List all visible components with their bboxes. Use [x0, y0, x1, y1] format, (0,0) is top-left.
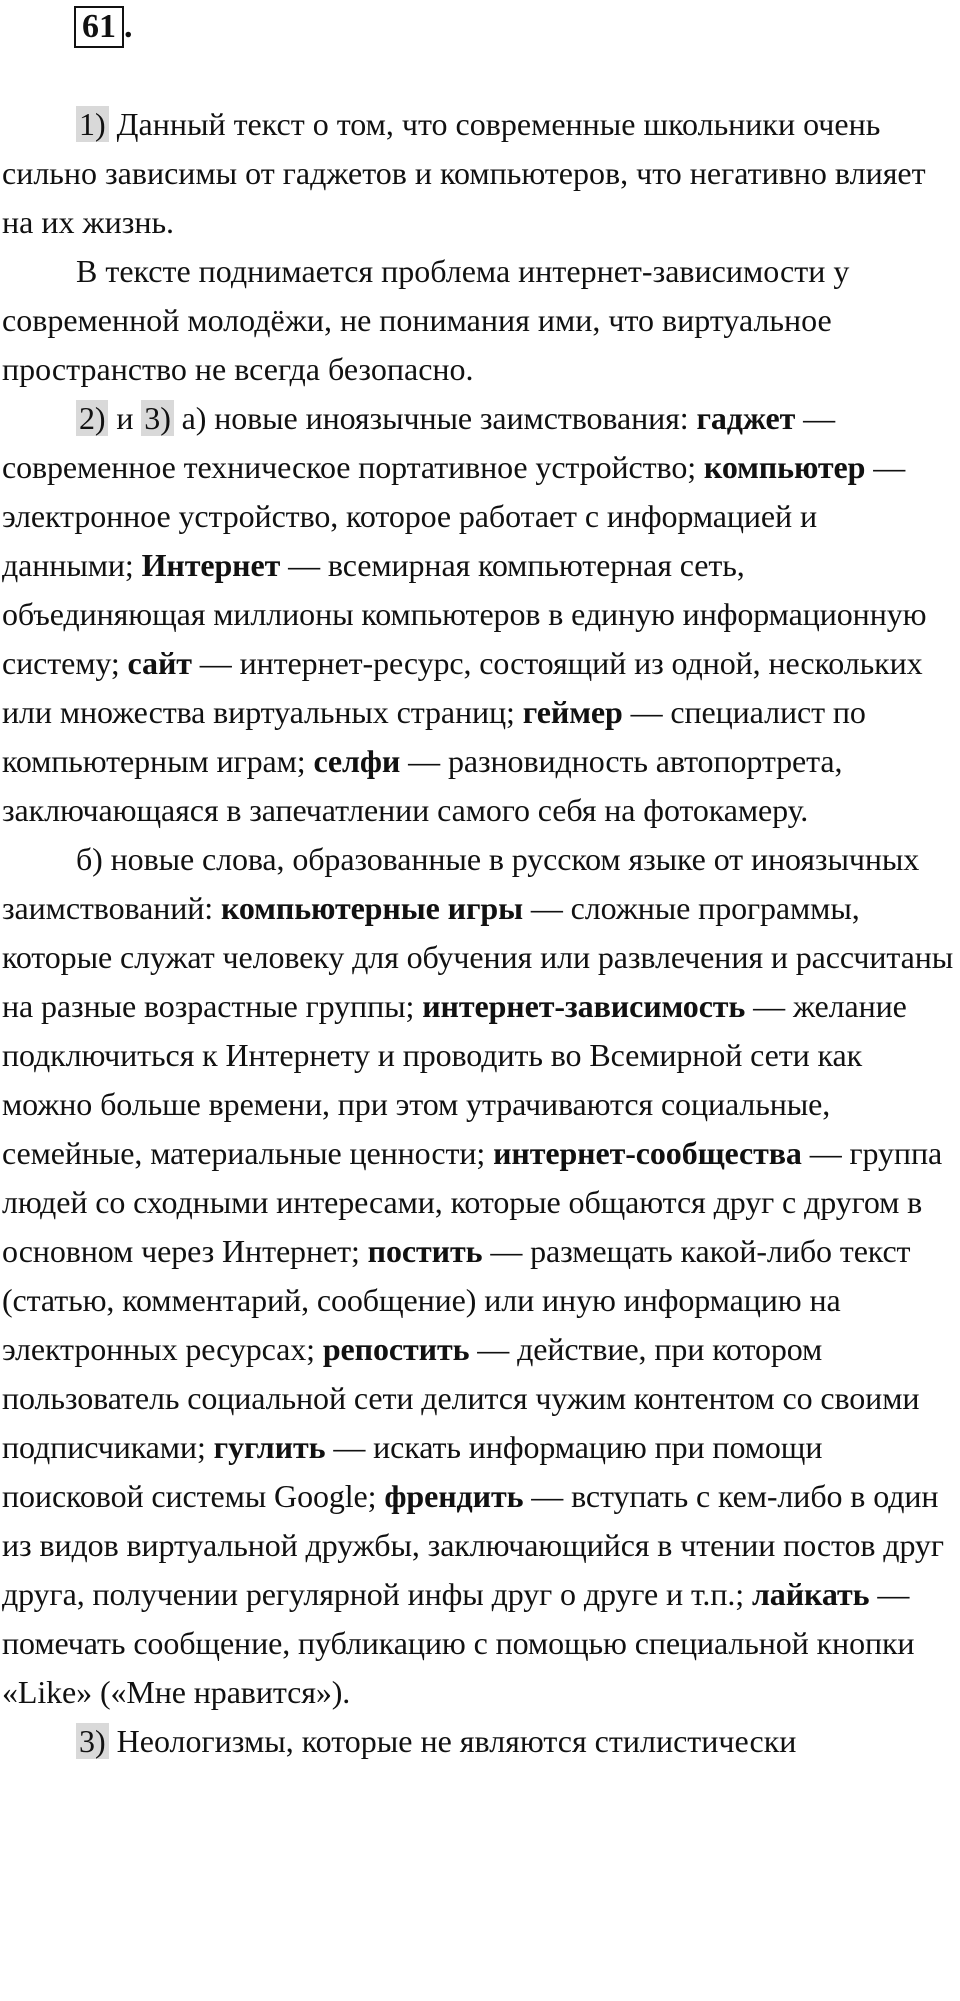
- term-computer-games: компьютерные игры: [220, 890, 523, 926]
- paragraph-5: [2, 1717, 954, 1766]
- def-computer: — электронное устройство, которое работает с информацией и данными;: [2, 449, 906, 583]
- def-friend: — вступать с кем-либо в один из видов виртуальной дружбы, заключающийся в чтении постов друг друга, получении регулярной инфы друг о друге и т.п.;: [2, 1478, 944, 1612]
- def-repost: — действие, при котором пользователь социальной сети делится чужим контентом со своими подписчиками;: [2, 1331, 920, 1465]
- answer-text: [2, 100, 954, 1766]
- def-computer-games: — сложные программы, которые служат человеку для обучения или развлечения и рассчитаны на разные возрастные группы;: [2, 890, 954, 1024]
- paragraph-2-text: В тексте поднимается проблема интернет-зависимости у современной молодёжи, не понимания ими, что виртуальное пространство не всегда безопасно.: [2, 253, 850, 387]
- paragraph-3-intro: а) новые иноязычные заимствования:: [173, 400, 697, 436]
- term-gadget: гаджет: [696, 400, 796, 436]
- def-internet-addiction: — желание подключиться к Интернету и проводить во Всемирной сети как можно больше времени, при этом утрачиваются социальные, семейные, материальные ценности;: [2, 988, 907, 1171]
- def-internet: — всемирная компьютерная сеть, объединяющая миллионы компьютеров в единую информационную систему;: [2, 547, 927, 681]
- exercise-number-dot: .: [124, 8, 133, 45]
- item-label-2: 2): [76, 400, 108, 436]
- term-repost: репостить: [322, 1331, 470, 1367]
- def-gamer: — специалист по компьютерным играм;: [2, 694, 866, 779]
- paragraph-1: [2, 100, 954, 247]
- item-label-3: 3): [141, 400, 173, 436]
- def-google: — искать информацию при помощи поисковой системы Google;: [2, 1429, 823, 1514]
- paragraph-3: [2, 394, 954, 835]
- def-site: — интернет-ресурс, состоящий из одной, нескольких или множества виртуальных страниц;: [2, 645, 923, 730]
- term-internet-addiction: интернет-зависимость: [422, 988, 746, 1024]
- term-post: постить: [367, 1233, 483, 1269]
- item-label-3b: 3): [76, 1723, 109, 1759]
- term-internet-communities: интернет-сообщества: [493, 1135, 802, 1171]
- term-selfie: селфи: [313, 743, 401, 779]
- paragraph-2: [2, 247, 954, 394]
- def-post: — размещать какой-либо текст (статью, комментарий, сообщение) или иную информацию на электронных ресурсах;: [2, 1233, 911, 1367]
- def-gadget: — современное техническое портативное устройство;: [2, 400, 836, 485]
- term-google: гуглить: [213, 1429, 326, 1465]
- term-internet: Интернет: [141, 547, 281, 583]
- def-like: — помечать сообщение, публикацию с помощью специальной кнопки «Like» («Мне нравится»).: [2, 1576, 915, 1710]
- def-internet-communities: — группа людей со сходными интересами, которые общаются друг с другом в основном через Интернет;: [2, 1135, 943, 1269]
- paragraph-1-text: Данный текст о том, что современные школьники очень сильно зависимы от гаджетов и компьютеров, что негативно влияет на их жизнь.: [2, 106, 926, 240]
- exercise-number: [74, 6, 133, 48]
- exercise-number-box: 61: [74, 6, 124, 48]
- paragraph-4: [2, 835, 954, 1717]
- term-computer: компьютер: [703, 449, 866, 485]
- def-selfie: — разновидность автопортрета, заключающаяся в запечатлении самого себя на фотокамеру.: [2, 743, 843, 828]
- conjunction: и: [108, 400, 142, 436]
- item-label-1: 1): [76, 106, 109, 142]
- term-gamer: геймер: [522, 694, 623, 730]
- paragraph-4-intro: б) новые слова, образованные в русском языке от иноязычных заимствований:: [2, 841, 920, 926]
- term-site: сайт: [127, 645, 192, 681]
- term-like: лайкать: [751, 1576, 870, 1612]
- term-friend: френдить: [384, 1478, 524, 1514]
- paragraph-5-text: Неологизмы, которые не являются стилистически: [108, 1723, 797, 1759]
